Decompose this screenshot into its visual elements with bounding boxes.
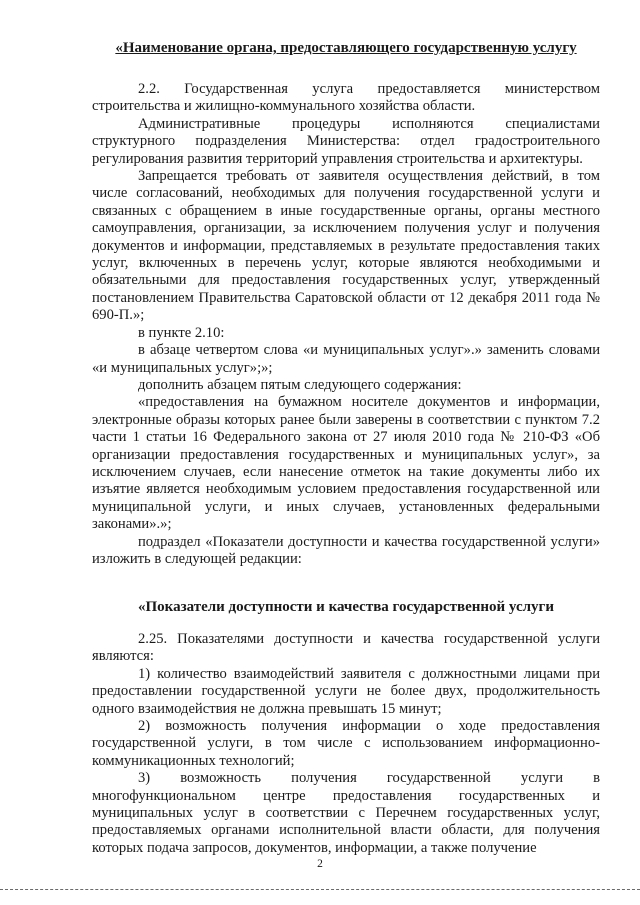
list-item-3: 3) возможность получения государственной услуги в многофункциональном центре предоставления государственных и муниципальных услуг в соответствии с Перечнем государственных услуг, предоставляемых органами исполнительной власти области, для получения которых подача запросов, документов, информации, а также получение — [92, 770, 600, 856]
list-item-1: 1) количество взаимодействий заявителя с должностными лицами при предоставлении государственной услуги не более двух, продолжительность одного взаимодействия не должна превышать 15 минут; — [92, 665, 600, 717]
section-heading-service-provider: «Наименование органа, предоставляющего государственную услугу — [115, 40, 577, 56]
page-number: 2 — [317, 858, 323, 870]
paragraph-administrative-procedures: Административные процедуры исполняются специалистами структурного подразделения Министерства: отдел градостроительного регулирования развития территорий управления строительства и архитектуры. — [92, 115, 600, 167]
paragraph-2-2: 2.2. Государственная услуга предоставляется министерством строительства и жилищно-коммунального хозяйства области. — [92, 81, 600, 115]
text-block-upper — [92, 81, 600, 568]
text-block-lower — [92, 631, 600, 857]
paragraph-clause-2-10: в пункте 2.10: — [138, 324, 225, 341]
list-item-2: 2) возможность получения информации о ходе предоставления государственной услуги, в том числе с использованием информационно-коммуникационных технологий; — [92, 718, 600, 769]
section-heading-quality-indicators: «Показатели доступности и качества государственной услуги — [138, 599, 554, 615]
paragraph-subsection-new-edition: подраздел «Показатели доступности и качества государственной услуги» изложить в следующей редакции: — [92, 533, 600, 567]
paragraph-add-fifth-clause: дополнить абзацем пятым следующего содержания: — [138, 376, 462, 393]
paragraph-2-25: 2.25. Показателями доступности и качества государственной услуги являются: — [92, 631, 600, 665]
paragraph-replace-words: в абзаце четвертом слова «и муниципальных услуг».» заменить словами «и муниципальных услуг»;»; — [92, 342, 600, 376]
scan-bottom-edge-line — [0, 889, 640, 890]
paragraph-prohibition: Запрещается требовать от заявителя осуществления действий, в том числе согласований, необходимых для получения государственной услуги и связанных с обращением в иные государственные органы, органы местного самоуправления, организации, за исключением получения услуг и получения документов и информации, представляемых в результате предоставления таких услуг, включенных в перечень услуг, которые являются необходимыми и обязательными для предоставления государственных услуг, утвержденный постановлением Правительства Саратовской области от 12 декабря 2011 года № 690-П.»; — [92, 168, 600, 324]
paragraph-paper-documents: «предоставления на бумажном носителе документов и информации, электронные образы которых ранее были заверены в соответствии с пунктом 7.2 части 1 статьи 16 Федерального закона от 27 июля 2010 года № 210-ФЗ «Об организации предоставления государственных и муниципальных услуг», за исключением случаев, если нанесение отметок на такие документы либо их изъятие является необходимым условием предоставления государственной или муниципальной услуги, и иных случаев, установленных федеральными законами».»; — [92, 394, 600, 533]
